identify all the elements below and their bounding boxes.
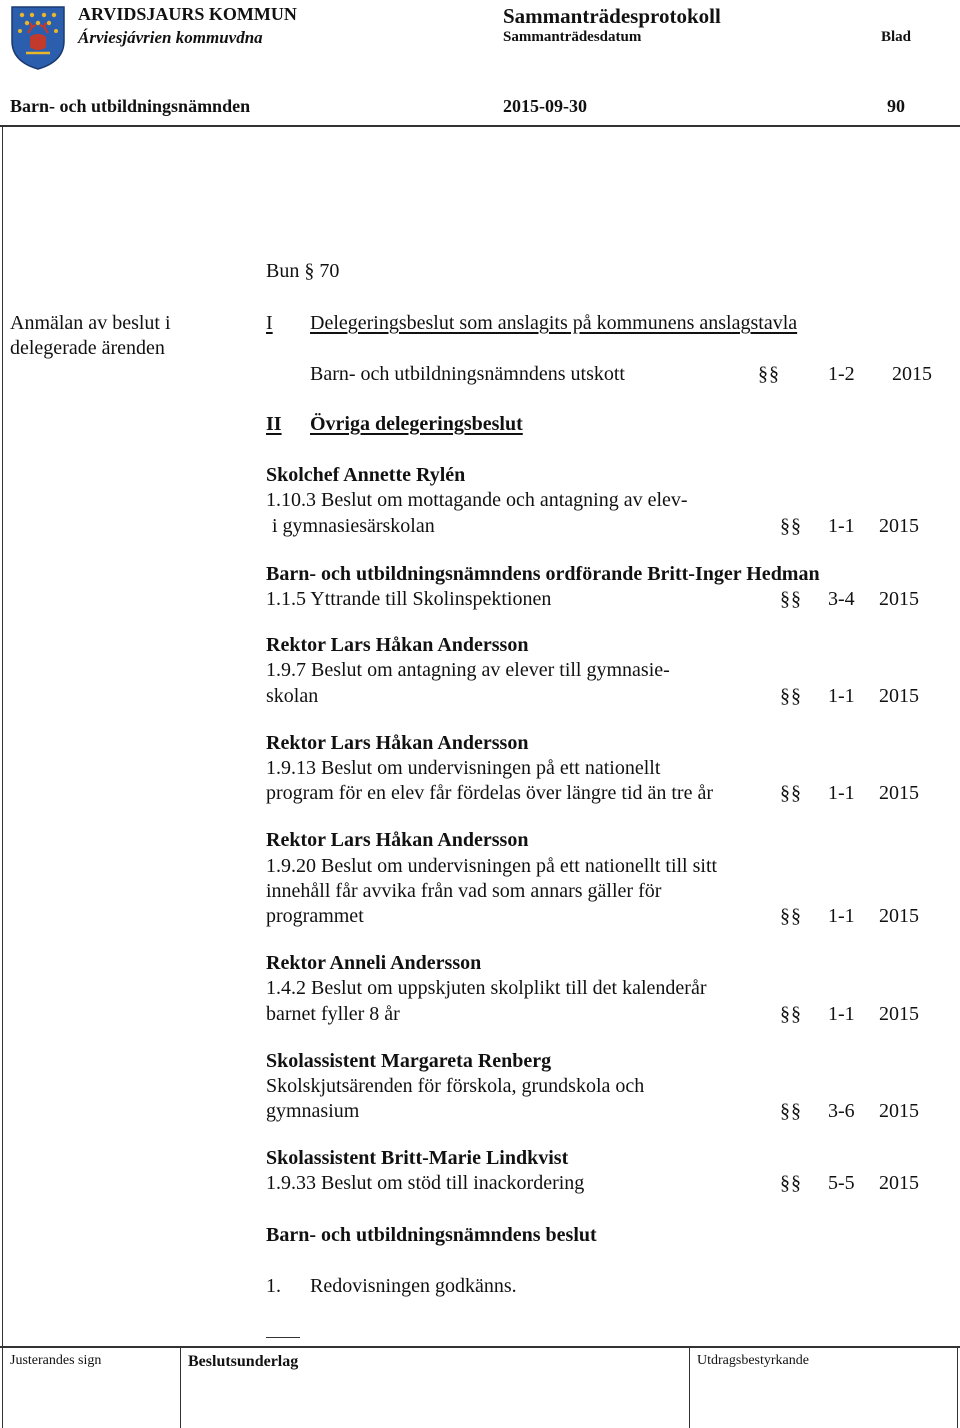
decision-item-number: 1. (266, 1275, 281, 1297)
part1-item-range: 1-2 (828, 363, 855, 385)
extract-certification-label: Utdragsbestyrkande (697, 1353, 809, 1368)
decision-line: innehåll får avvika från vad som annars gäller för (266, 880, 662, 902)
municipality-name-sami: Árviesjávrien kommuvdna (78, 28, 263, 47)
paragraph-range: 3-6 (828, 1100, 855, 1122)
paragraph-range: 1-1 (828, 1003, 855, 1025)
paragraph-sign: §§ (780, 588, 802, 610)
paragraph-range: 1-1 (828, 905, 855, 927)
delegate-name: Barn- och utbildningsnämndens ordförande Britt-Inger Hedman (266, 563, 820, 585)
decision-line: gymnasium (266, 1100, 360, 1122)
paragraph-sign: §§ (780, 905, 802, 927)
part2-heading: Övriga delegeringsbeslut (310, 413, 523, 435)
committee-name: Barn- och utbildningsnämnden (10, 96, 251, 116)
footer-right-border (957, 1346, 958, 1428)
decision-line: 1.10.3 Beslut om mottagande och antagning av elev- (266, 489, 688, 511)
decision-item-text: Redovisningen godkänns. (310, 1275, 517, 1297)
municipal-coat-of-arms-logo (8, 3, 68, 71)
paragraph-sign: §§ (780, 1100, 802, 1122)
delegate-name: Skolassistent Margareta Renberg (266, 1050, 552, 1072)
paragraph-range: 1-1 (828, 515, 855, 537)
decision-line: skolan (266, 685, 319, 707)
paragraph-sign: §§ (780, 685, 802, 707)
decision-year: 2015 (879, 1172, 919, 1194)
decision-year: 2015 (879, 905, 919, 927)
part1-item-year: 2015 (892, 363, 932, 385)
paragraph-range: 1-1 (828, 782, 855, 804)
paragraph-sign: §§ (780, 515, 802, 537)
page-number: 90 (887, 96, 905, 116)
decision-line: Skolskjutsärenden för förskola, grundskola och (266, 1075, 645, 1097)
delegate-name: Skolchef Annette Rylén (266, 464, 466, 486)
municipality-name: ARVIDSJAURS KOMMUN (78, 4, 297, 24)
paragraph-sign: §§ (780, 1003, 802, 1025)
footer-left-border (2, 1346, 3, 1428)
footer-divider (0, 1346, 960, 1348)
decision-line: 1.9.7 Beslut om antagning av elever till gymnasie- (266, 659, 670, 681)
section-number: Bun § 70 (266, 260, 340, 282)
decision-year: 2015 (879, 1003, 919, 1025)
paragraph-range: 5-5 (828, 1172, 855, 1194)
meeting-date-label: Sammanträdesdatum (503, 29, 642, 45)
footer-column-divider (689, 1346, 690, 1428)
decision-line: programmet (266, 905, 364, 927)
decision-line: 1.4.2 Beslut om uppskjuten skolplikt till det kalenderår (266, 977, 707, 999)
signature-stub-line (266, 1337, 300, 1338)
decision-line: program för en elev får fördelas över längre tid än tre år (266, 782, 714, 804)
footer-column-divider (180, 1346, 181, 1428)
decision-line: 1.1.5 Yttrande till Skolinspektionen (266, 588, 552, 610)
decision-year: 2015 (879, 515, 919, 537)
paragraph-range: 3-4 (828, 588, 855, 610)
paragraph-sign: §§ (780, 1172, 802, 1194)
meeting-date: 2015-09-30 (503, 96, 587, 116)
paragraph-range: 1-1 (828, 685, 855, 707)
part1-heading: Delegeringsbeslut som anslagits på kommunens anslagstavla (310, 312, 798, 334)
delegate-name: Skolassistent Britt-Marie Lindkvist (266, 1147, 569, 1169)
delegate-name: Rektor Lars Håkan Andersson (266, 732, 529, 754)
delegate-name: Rektor Anneli Andersson (266, 952, 482, 974)
left-margin-line (2, 125, 3, 1347)
decision-year: 2015 (879, 782, 919, 804)
decision-year: 2015 (879, 685, 919, 707)
delegate-name: Rektor Lars Håkan Andersson (266, 634, 529, 656)
decision-line: 1.9.20 Beslut om undervisningen på ett nationellt till sitt (266, 855, 718, 877)
decision-heading: Barn- och utbildningsnämndens beslut (266, 1224, 597, 1246)
document-type: Sammanträdesprotokoll (503, 4, 721, 28)
decision-year: 2015 (879, 588, 919, 610)
section-title-line1: Anmälan av beslut i (10, 312, 171, 334)
justifier-sign-label: Justerandes sign (10, 1353, 102, 1368)
decision-line: 1.9.13 Beslut om undervisningen på ett nationellt (266, 757, 661, 779)
decision-line: barnet fyller 8 år (266, 1003, 400, 1025)
part1-numeral: I (266, 312, 273, 334)
decision-line: 1.9.33 Beslut om stöd till inackordering (266, 1172, 585, 1194)
decision-basis-label: Beslutsunderlag (188, 1353, 299, 1370)
part2-numeral: II (266, 413, 282, 435)
page-label: Blad (881, 29, 912, 45)
part1-item-paragraph-sign: §§ (758, 363, 780, 385)
section-title-line2: delegerade ärenden (10, 337, 165, 359)
paragraph-sign: §§ (780, 782, 802, 804)
header-divider (0, 125, 960, 127)
delegate-name: Rektor Lars Håkan Andersson (266, 829, 529, 851)
decision-year: 2015 (879, 1100, 919, 1122)
part1-item-text: Barn- och utbildningsnämndens utskott (310, 363, 625, 385)
decision-line: i gymnasiesärskolan (272, 515, 435, 537)
